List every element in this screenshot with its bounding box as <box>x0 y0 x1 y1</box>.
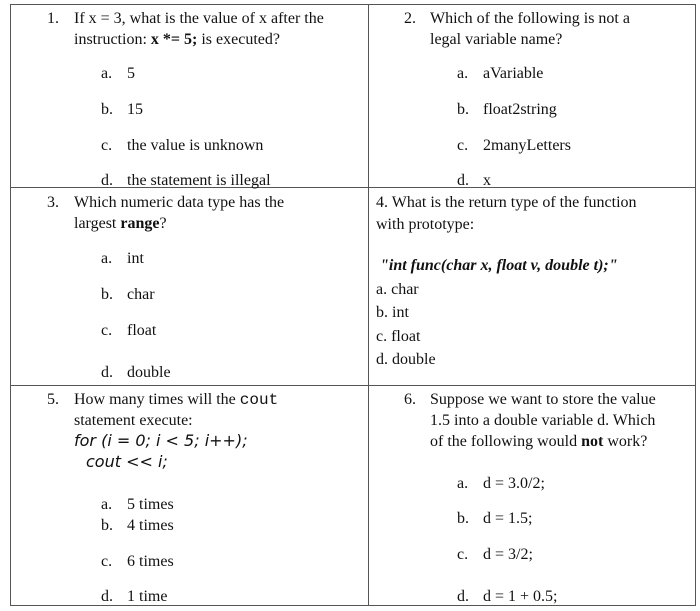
q6-option-c: d = 3/2; <box>483 546 533 563</box>
q6-option-a: d = 3.0/2; <box>483 475 545 492</box>
q1-option-d: the statement is illegal <box>127 172 271 189</box>
q3-option-d: double <box>127 364 171 381</box>
q4-text-line2: with prototype: <box>376 216 475 233</box>
q2-option-d-letter: d. <box>457 172 469 189</box>
q5-option-c: 6 times <box>127 553 174 570</box>
q2-text-line1: Which of the following is not a <box>430 10 630 27</box>
q6-option-a-letter: a. <box>457 475 469 492</box>
q3-text-line2: largest range? <box>74 215 167 232</box>
q3-option-c-letter: c. <box>101 322 113 339</box>
q1-number: 1. <box>47 10 59 27</box>
q1-option-b-letter: b. <box>101 101 113 118</box>
q2-option-a-letter: a. <box>457 65 469 82</box>
q6-option-b-letter: b. <box>457 510 469 527</box>
q1-code: x *= 5; <box>150 31 198 48</box>
q5-number: 5. <box>47 391 59 408</box>
q2-option-b: float2string <box>483 101 557 118</box>
q5-option-b-letter: b. <box>101 517 113 534</box>
q1-option-a-letter: a. <box>101 65 113 82</box>
q5-option-d-letter: d. <box>101 588 113 605</box>
q6-option-c-letter: c. <box>457 546 469 563</box>
q3-number: 3. <box>47 194 59 211</box>
q1-option-b: 15 <box>127 101 143 118</box>
q2-option-c: 2manyLetters <box>483 137 571 154</box>
q6-option-b: d = 1.5; <box>483 510 533 527</box>
q5-option-c-letter: c. <box>101 553 113 570</box>
q4-option-c: c. float <box>376 328 421 345</box>
q3-text-line1: Which numeric data type has the <box>74 194 285 211</box>
q6-text-line1: Suppose we want to store the value <box>430 391 656 408</box>
q6-bold-not: not <box>581 433 604 450</box>
q2-option-a: aVariable <box>483 65 544 82</box>
q5-cout-keyword: cout <box>239 391 279 409</box>
q4-text-line1: 4. What is the return type of the function <box>376 194 637 211</box>
q2-number: 2. <box>404 10 416 27</box>
q4-option-a: a. char <box>376 281 419 298</box>
q6-option-d-letter: d. <box>457 588 469 605</box>
q4-prototype: "int func(char x, float v, double t);" <box>380 257 618 274</box>
q5-code-line1: for (i = 0; i < 5; i++); <box>74 431 248 450</box>
q3-option-a: int <box>127 250 144 267</box>
q3-option-b: char <box>127 286 155 303</box>
q5-option-b: 4 times <box>127 517 174 534</box>
q1-text-line1: If x = 3, what is the value of x after the <box>74 10 324 27</box>
q1-option-c: the value is unknown <box>127 137 264 154</box>
q6-text-line2: 1.5 into a double variable d. Which <box>430 412 656 429</box>
q4-option-d: d. double <box>376 351 436 368</box>
q6-text-line3: of the following would not work? <box>430 433 648 450</box>
q6-number: 6. <box>404 391 416 408</box>
q1-option-a: 5 <box>127 65 135 82</box>
q4-option-b: b. int <box>376 304 409 321</box>
q1-text-line2: instruction: x *= 5; is executed? <box>74 31 280 48</box>
column-divider <box>368 5 369 605</box>
q5-option-a-letter: a. <box>101 496 113 513</box>
q2-option-d: x <box>483 172 491 189</box>
q3-option-a-letter: a. <box>101 250 113 267</box>
q2-option-b-letter: b. <box>457 101 469 118</box>
q3-option-d-letter: d. <box>101 364 113 381</box>
row-divider-1 <box>11 187 695 188</box>
q3-option-b-letter: b. <box>101 286 113 303</box>
q5-option-a: 5 times <box>127 496 174 513</box>
row-divider-2 <box>11 385 695 386</box>
q1-option-c-letter: c. <box>101 137 113 154</box>
q5-text-line1: How many times will the cout <box>74 391 279 409</box>
q2-text-line2: legal variable name? <box>430 31 563 48</box>
q5-code-line2: cout << i; <box>86 452 168 471</box>
q3-option-c: float <box>127 322 157 339</box>
q1-option-d-letter: d. <box>101 172 113 189</box>
q5-text-line2: statement execute: <box>74 412 193 429</box>
q3-bold-range: range <box>120 215 160 232</box>
q5-option-d: 1 time <box>127 588 168 605</box>
q2-option-c-letter: c. <box>457 137 469 154</box>
q6-option-d: d = 1 + 0.5; <box>483 588 558 605</box>
